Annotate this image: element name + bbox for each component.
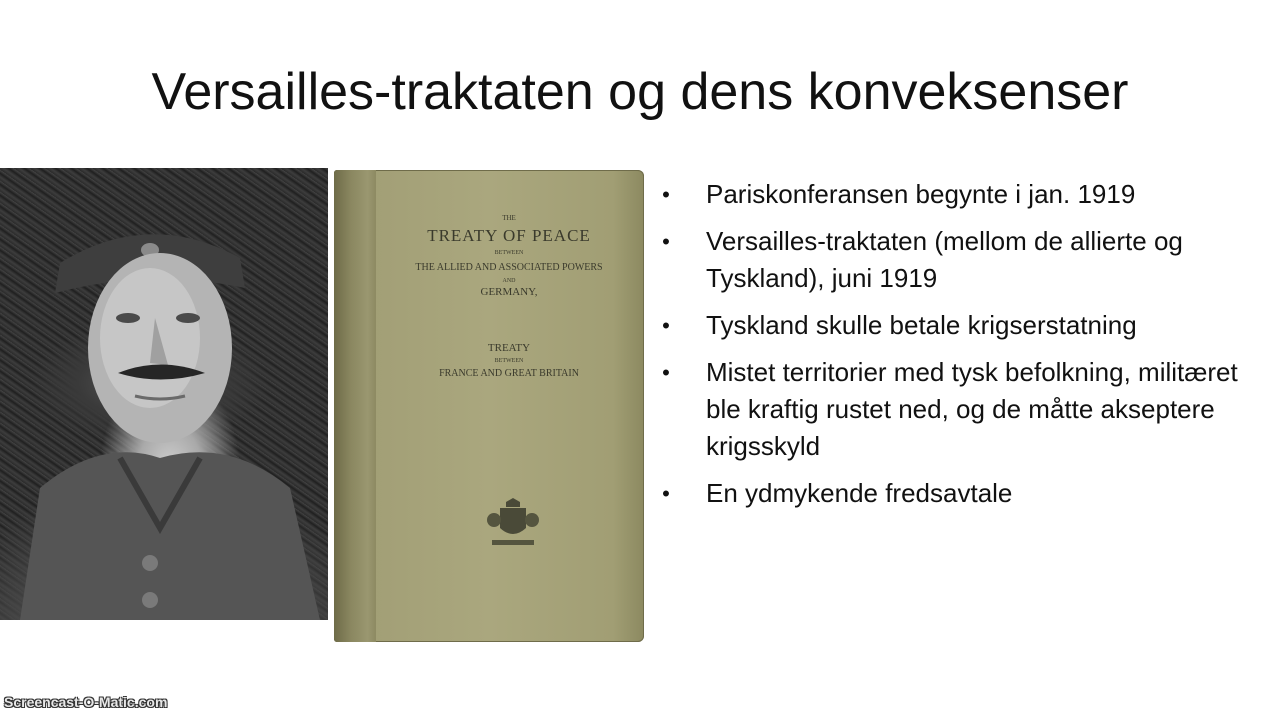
royal-crest-icon — [486, 498, 540, 548]
book-text-between-2: BETWEEN — [494, 358, 524, 364]
bullet-item — [656, 354, 1256, 465]
slide-title: Versailles-traktaten og dens konveksenser — [151, 63, 1129, 121]
bullet-item — [656, 223, 1256, 297]
bullet-text: Pariskonferansen begynte i jan. 1919 — [706, 179, 1136, 209]
bullet-dot-icon: • — [662, 182, 670, 207]
bullet-dot-icon: • — [662, 313, 670, 338]
bullet-dot-icon: • — [662, 229, 670, 254]
bullet-dot-icon: • — [662, 360, 670, 385]
bullet-item — [656, 475, 1256, 512]
book-text-france: FRANCE AND GREAT BRITAIN — [439, 368, 579, 379]
screencast-watermark: Screencast-O-Matic.com — [4, 694, 168, 710]
book-text-germany: GERMANY, — [480, 286, 538, 298]
soldier-portrait-image — [0, 168, 328, 620]
book-text-treaty: TREATY — [487, 342, 531, 354]
book-text-the: THE — [502, 214, 516, 222]
bullet-text: En ydmykende fredsavtale — [706, 478, 1013, 508]
book-title: TREATY OF PEACE — [427, 226, 591, 245]
book-text-and: AND — [502, 278, 516, 284]
bullet-text: Mistet territorier med tysk befolkning, militæret ble kraftig rustet ned, og de måtte akseptere krigsskyld — [706, 357, 1238, 461]
bullet-text: Versailles-traktaten (mellom de allierte og Tyskland), juni 1919 — [706, 226, 1183, 293]
bullet-item — [656, 176, 1256, 213]
bullet-item — [656, 307, 1256, 344]
bullet-dot-icon: • — [662, 481, 670, 506]
bullet-list — [656, 176, 1256, 522]
portrait-illustration — [0, 168, 328, 620]
book-text-allied: THE ALLIED AND ASSOCIATED POWERS — [415, 262, 603, 273]
book-text-between: BETWEEN — [494, 250, 524, 256]
bullet-text: Tyskland skulle betale krigserstatning — [706, 310, 1137, 340]
book-spine — [334, 170, 376, 642]
treaty-of-peace-book-image — [334, 170, 644, 642]
